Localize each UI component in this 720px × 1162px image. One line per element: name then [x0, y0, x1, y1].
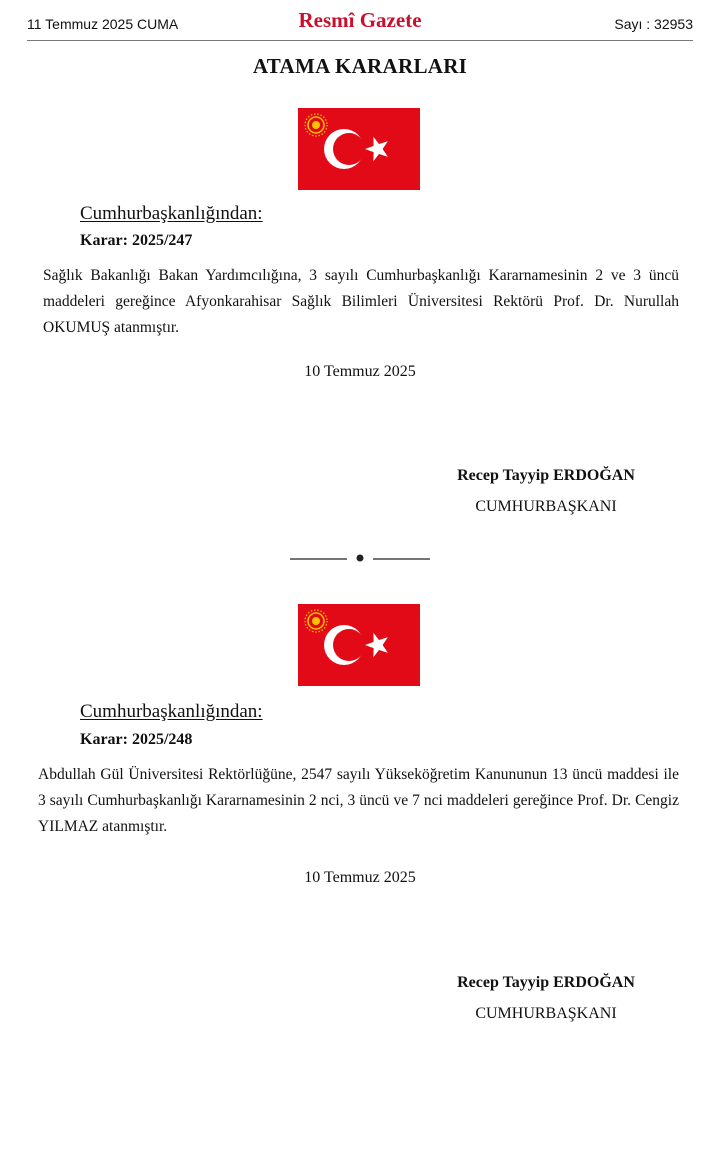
signer-name: Recep Tayyip ERDOĞAN	[457, 974, 635, 991]
decree-body: Abdullah Gül Üniversitesi Rektörlüğüne, 2547 sayılı Yükseköğretim Kanununun 13 üncü maddesi ile 3 sayılı Cumhurbaşkanlığı Kararnamesinin 2 nci, 3 üncü ve 7 nci maddeleri gereğince Prof. Dr. Cengiz YILMAZ atanmıştır.	[38, 766, 679, 835]
presidential-flag-icon	[298, 604, 420, 686]
decree-number: Karar: 2025/247	[80, 232, 193, 249]
section-title: ATAMA KARARLARI	[252, 54, 468, 78]
gazette-masthead	[27, 8, 693, 41]
signer-title: CUMHURBAŞKANI	[475, 498, 617, 515]
gazette-title: Resmî Gazete	[298, 8, 422, 32]
crescent-inner	[333, 629, 365, 661]
crescent-inner	[333, 133, 365, 165]
signer-name: Recep Tayyip ERDOĞAN	[457, 467, 635, 484]
decree-date: 10 Temmuz 2025	[304, 869, 416, 886]
signer-title: CUMHURBAŞKANI	[475, 1005, 617, 1022]
issuing-office: Cumhurbaşkanlığından:	[80, 701, 263, 722]
issuing-office: Cumhurbaşkanlığından:	[80, 203, 263, 224]
separator-dot	[357, 555, 364, 562]
presidential-flag-icon	[298, 108, 420, 190]
decree-date: 10 Temmuz 2025	[304, 363, 416, 380]
issue-number: Sayı : 32953	[614, 16, 693, 32]
decree-body: Sağlık Bakanlığı Bakan Yardımcılığına, 3 sayılı Cumhurbaşkanlığı Kararnamesinin 2 ve 3 üncü maddeleri gereğince Afyonkarahisar Sağlık Bilimleri Üniversitesi Rektörü Prof. Dr. Nurullah OKUMUŞ atanmıştır.	[43, 267, 679, 336]
issue-date: 11 Temmuz 2025 CUMA	[27, 16, 179, 32]
decree-number: Karar: 2025/248	[80, 731, 193, 748]
section-separator-icon	[290, 548, 430, 568]
